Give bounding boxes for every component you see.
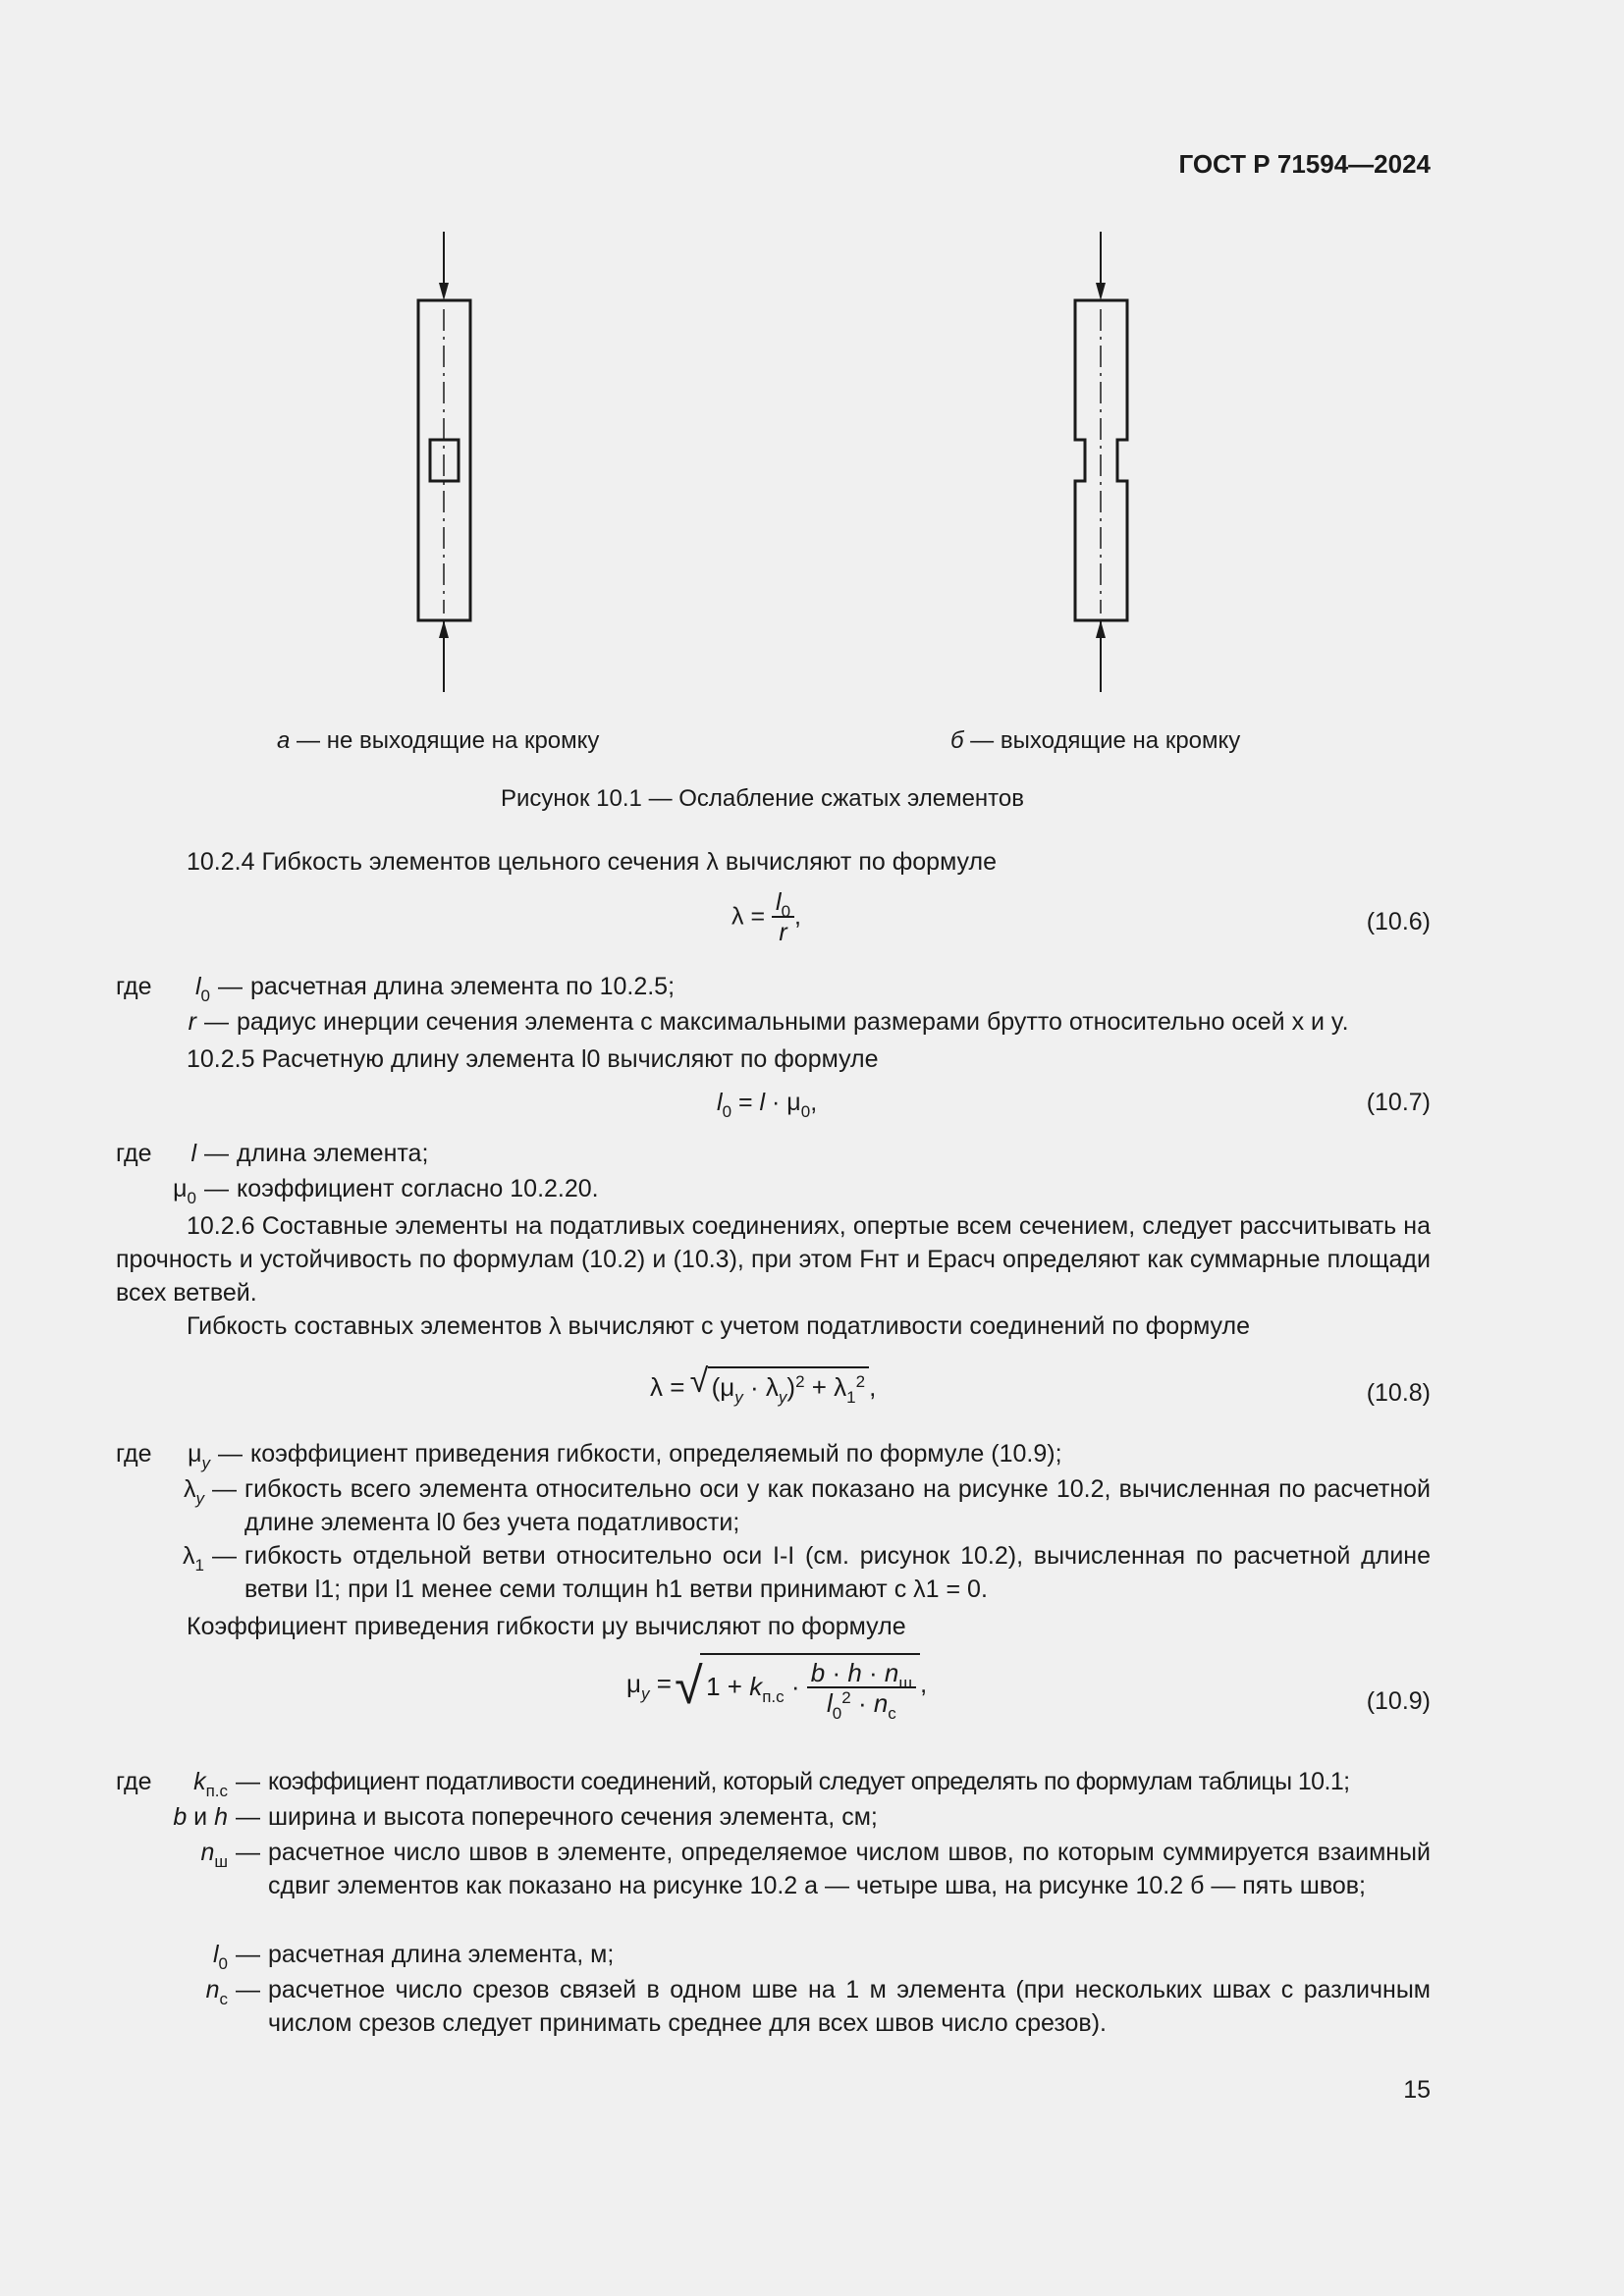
equation-10-6-number: (10.6)	[1366, 908, 1431, 935]
definition-mu0: $\mu_0$ — коэффициент согласно 10.2.20.	[116, 1172, 1431, 1205]
equation-10-9-number: (10.9)	[1366, 1687, 1431, 1715]
definition-k: где $k_{п.с}$ — коэффициент податливости соединений, который следует определять по формулам таблицы 10.1;	[116, 1765, 1431, 1798]
equation-10-7-number: (10.7)	[1366, 1089, 1431, 1116]
definition-lambda-1: $\lambda_1$ — гибкость отдельной ветви относительно оси I-I (см. рисунок 10.2), вычисленная по расчетной длине ветви l1; при l1 менее семи толщин h1 ветви принимают с λ1 = 0.	[116, 1539, 1431, 1606]
definition-l-text: длина элемента;	[237, 1140, 429, 1167]
definition-l0-m-text: расчетная длина элемента, м;	[268, 1941, 615, 1968]
definition-mu0-text: коэффициент согласно 10.2.20.	[237, 1175, 599, 1202]
equation-10-9: $\mu_y$ = √ $1 + k_{п.с}$ · $\frac{b \cdot h \cdot n_ш}{l_0^2 \cdot n_с}$ ,	[626, 1653, 927, 1718]
where-label: где	[116, 1140, 152, 1167]
paragraph-10-2-5: 10.2.5 Расчетную длину элемента l0 вычисляют по формуле	[187, 1045, 879, 1073]
standard-number: ГОСТ Р 71594—2024	[1178, 149, 1431, 179]
paragraph-10-2-6: 10.2.6 Составные элементы на податливых соединениях, опертые всем сечением, следует рассчитывать на прочность и устойчивость по формулам (10.2) и (10.3), при этом Fнт и Eрасч определяют как суммарные площади всех ветвей.	[116, 1212, 1431, 1307]
definition-lambda-1-text: гибкость отдельной ветви относительно оси I-I (см. рисунок 10.2), вычисленная по расчетной длине ветви l1; при l1 менее семи толщин h1 ветви принимают с λ1 = 0.	[244, 1542, 1431, 1603]
definition-l0-m: $l_0$ — расчетная длина элемента, м;	[116, 1938, 1431, 1971]
where-label: где	[116, 1768, 152, 1795]
definition-r-text: радиус инерции сечения элемента с максимальными размерами брутто относительно осей x и y.	[237, 1008, 1349, 1036]
definition-mu-y: где $\mu_y$ — коэффициент приведения гибкости, определяемый по формуле (10.9);	[116, 1437, 1431, 1470]
figure-title: Рисунок 10.1 — Ослабление сжатых элементов	[501, 785, 1024, 812]
definition-lambda-y: $\lambda_y$ — гибкость всего элемента относительно оси y как показано на рисунке 10.2, вычисленная по расчетной длине элемента l0 без учета податливости;	[116, 1472, 1431, 1539]
definition-bh: b и h — ширина и высота поперечного сечения элемента, см;	[116, 1800, 1431, 1834]
caption-a-letter: а	[277, 727, 291, 754]
element-b-drawing	[1075, 232, 1127, 692]
paragraph-10-2-4: 10.2.4 Гибкость элементов цельного сечения λ вычисляют по формуле	[187, 848, 997, 876]
paragraph-10-2-6-flex: Гибкость составных элементов λ вычисляют с учетом податливости соединений по формуле	[187, 1312, 1250, 1340]
equation-10-6: λ = $\frac{l_0}{r}$ ,	[731, 888, 801, 946]
figure-caption-b	[950, 724, 1240, 758]
equation-10-8: λ = √ $(\mu_y \cdot \lambda_y)^2 + \lambda_1^2$ ,	[650, 1362, 877, 1407]
caption-b-rest: — выходящие на кромку	[963, 727, 1241, 754]
caption-a-rest: — не выходящие на кромку	[290, 727, 600, 754]
definition-r: r — радиус инерции сечения элемента с максимальными размерами брутто относительно осей x и y.	[116, 1005, 1431, 1039]
definition-l0: где $l_0$ — расчетная длина элемента по 10.2.5;	[116, 970, 1431, 1003]
definition-k-text: коэффициент податливости соединений, который следует определять по формулам таблицы 10.1;	[268, 1768, 1350, 1795]
definition-l: где l — длина элемента;	[116, 1137, 1431, 1170]
definition-l0-text: расчетная длина элемента по 10.2.5;	[250, 973, 676, 1000]
definition-mu-y-text: коэффициент приведения гибкости, определяемый по формуле (10.9);	[250, 1440, 1062, 1468]
equation-10-7: $l_0 = l \cdot \mu_0$,	[717, 1089, 818, 1121]
figure-caption-a	[277, 724, 599, 758]
figure-10-1	[0, 216, 1624, 726]
caption-b-letter: б	[950, 727, 964, 754]
where-label: где	[116, 1440, 152, 1468]
definition-nc-text: расчетное число срезов связей в одном шве на 1 м элемента (при нескольких швах с различным числом срезов следует принимать среднее для всех швов число срезов).	[268, 1976, 1431, 2037]
definition-nsh-text: расчетное число швов в элементе, определяемое числом швов, по которым суммируется взаимный сдвиг элементов как показано на рисунке 10.2 а — четыре шва, на рисунке 10.2 б — пять швов;	[268, 1839, 1431, 1899]
definition-bh-text: ширина и высота поперечного сечения элемента, см;	[268, 1803, 878, 1831]
where-label: где	[116, 973, 152, 1000]
equation-10-8-number: (10.8)	[1366, 1379, 1431, 1407]
page-number: 15	[1403, 2076, 1431, 2104]
element-a-drawing	[418, 232, 470, 692]
definition-nsh: $n_ш$ — расчетное число швов в элементе, определяемое числом швов, по которым суммируется взаимный сдвиг элементов как показано на рисунке 10.2 а — четыре шва, на рисунке 10.2 б — пять швов;	[116, 1836, 1431, 1902]
definition-nc: $n_с$ — расчетное число срезов связей в одном шве на 1 м элемента (при нескольких швах с различным числом срезов следует принимать среднее для всех швов число срезов).	[116, 1973, 1431, 2040]
definition-lambda-y-text: гибкость всего элемента относительно оси y как показано на рисунке 10.2, вычисленная по расчетной длине элемента l0 без учета податливости;	[244, 1475, 1431, 1536]
paragraph-mu-y: Коэффициент приведения гибкости μy вычисляют по формуле	[187, 1613, 906, 1640]
